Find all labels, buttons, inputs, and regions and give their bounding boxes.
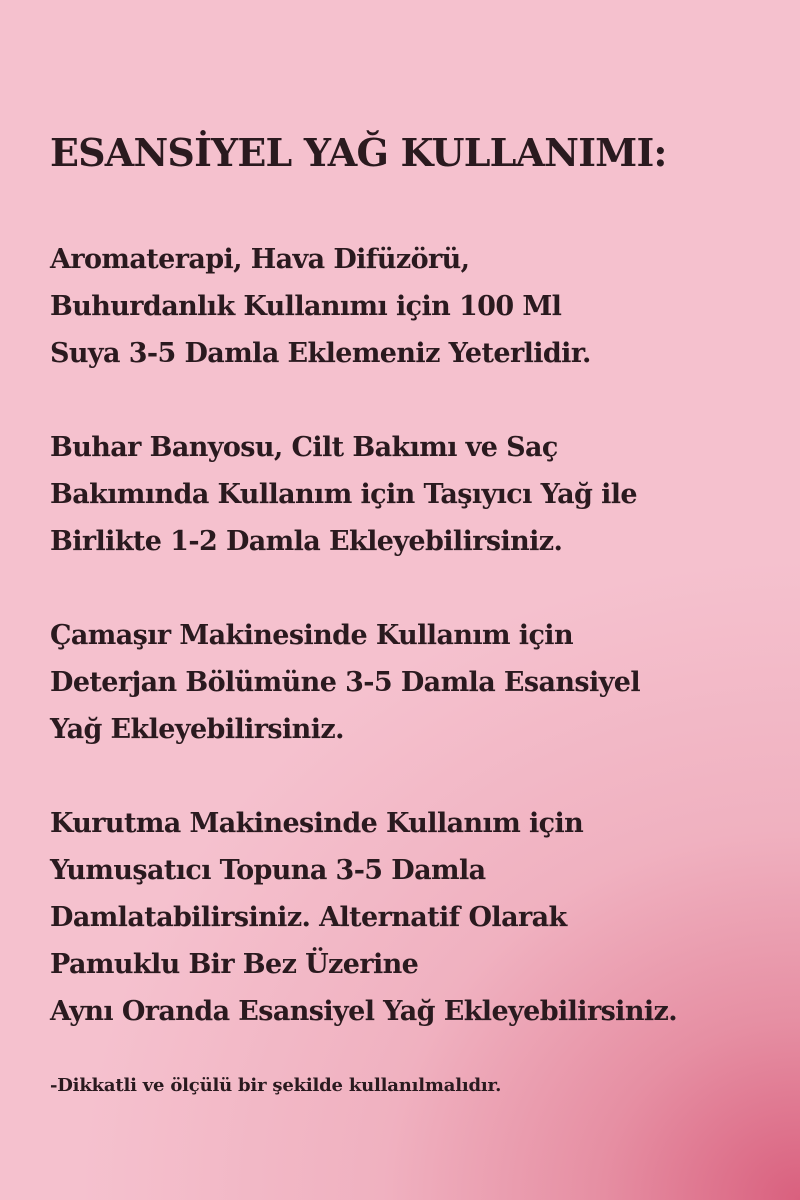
- paragraph-line: Suya 3-5 Damla Eklemeniz Yeterlidir.: [50, 337, 591, 369]
- page-title: ESANSİYEL YAĞ KULLANIMI:: [50, 130, 667, 175]
- paragraph-washing-machine: [50, 612, 770, 753]
- paragraph-line: Buhurdanlık Kullanımı için 100 Ml: [50, 290, 562, 322]
- paragraph-line: Pamuklu Bir Bez Üzerine: [50, 948, 419, 980]
- paragraph-line: Birlikte 1-2 Damla Ekleyebilirsiniz.: [50, 525, 563, 557]
- paragraph-line: Yumuşatıcı Topuna 3-5 Damla: [50, 854, 486, 886]
- instruction-card: [50, 130, 770, 1096]
- paragraph-dryer: [50, 800, 770, 1035]
- paragraph-line: Aromaterapi, Hava Difüzörü,: [50, 243, 470, 275]
- paragraph-line: Deterjan Bölümüne 3-5 Damla Esansiyel: [50, 666, 640, 698]
- caution-note: -Dikkatli ve ölçülü bir şekilde kullanılmalıdır.: [50, 1074, 502, 1096]
- paragraph-aromatherapy: [50, 236, 770, 377]
- paragraph-line: Aynı Oranda Esansiyel Yağ Ekleyebilirsiniz.: [50, 995, 678, 1027]
- paragraph-line: Buhar Banyosu, Cilt Bakımı ve Saç: [50, 431, 558, 463]
- paragraph-steam-bath: [50, 424, 770, 565]
- paragraph-line: Bakımında Kullanım için Taşıyıcı Yağ ile: [50, 478, 638, 510]
- paragraph-line: Çamaşır Makinesinde Kullanım için: [50, 619, 573, 651]
- paragraph-line: Damlatabilirsiniz. Alternatif Olarak: [50, 901, 567, 933]
- paragraph-line: Kurutma Makinesinde Kullanım için: [50, 807, 584, 839]
- paragraph-line: Yağ Ekleyebilirsiniz.: [50, 713, 344, 745]
